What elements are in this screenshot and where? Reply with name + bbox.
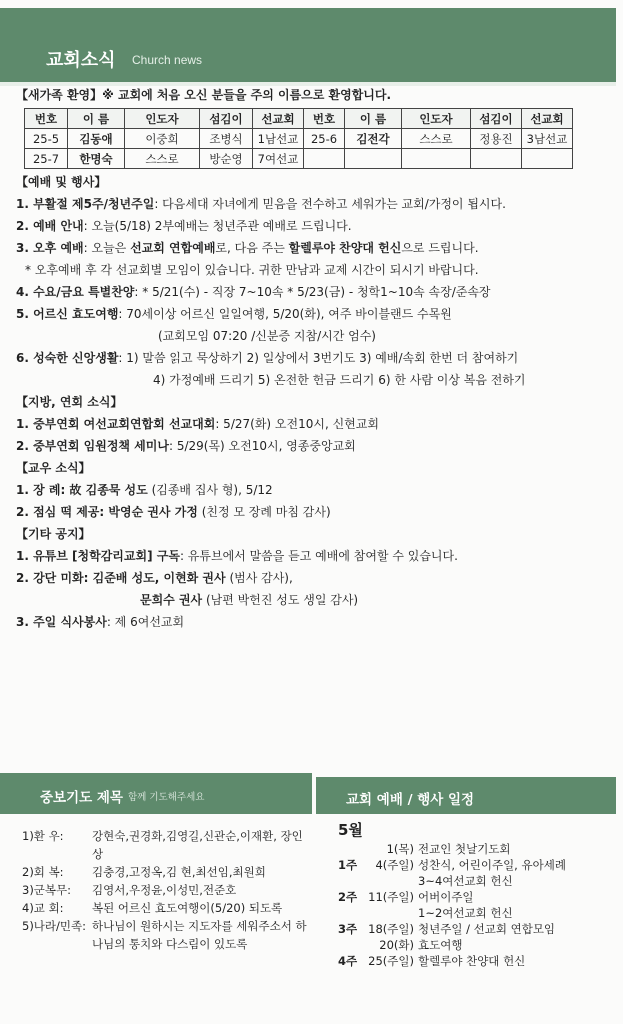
page-subtitle: Church news: [132, 53, 203, 67]
schedule-event: 3~4여선교회 헌신: [418, 874, 513, 888]
prayer-label: 4)교 회:: [22, 901, 64, 915]
prayer-text: 복된 어르신 효도여행이(5/20) 되도록: [92, 901, 283, 915]
list-item: [338, 905, 616, 921]
prayer-header: [0, 773, 312, 814]
newcomers-heading: 【새가족 환영】※ 교회에 처음 오신 분들을 주의 이름으로 환영합니다.: [16, 88, 392, 102]
list-continuation: (교회모임 07:20 /신분증 지참/시간 엄수): [158, 329, 376, 343]
item-text: (김종배 집사 형), 5/12: [147, 483, 273, 497]
schedule-week: 1주: [338, 858, 358, 872]
news-content: [16, 84, 616, 633]
item-text: : * 5/21(수) - 직장 7~10속 * 5/23(금) - 청학1~10속 속장/준속장: [134, 285, 491, 299]
schedule-event: 전교인 첫날기도회: [418, 842, 511, 856]
schedule-week: [338, 873, 366, 889]
schedule-week: 2주: [338, 890, 358, 904]
item-label: 1. 유튜브 [청학감리교회] 구독: [16, 549, 180, 563]
item-text: : 유튜브에서 말씀을 듣고 예배에 참여할 수 있습니다.: [179, 549, 458, 563]
schedule-week: 3주: [338, 922, 358, 936]
table-cell: 조병식: [200, 129, 253, 149]
list-item: [16, 501, 616, 523]
list-item: [338, 937, 616, 953]
schedule-event: 할렐루야 찬양대 헌신: [418, 954, 526, 968]
members-heading: 【교우 소식】: [16, 461, 91, 475]
item-text: (친정 모 장례 마침 감사): [197, 505, 331, 519]
list-continuation: [16, 589, 616, 611]
table-cell: 정용진: [471, 129, 522, 149]
item-label: 6. 성숙한 신앙생활: [16, 351, 119, 365]
table-cell: 김동애: [68, 129, 125, 149]
table-cell: 이중희: [125, 129, 200, 149]
newcomers-table: [24, 108, 573, 169]
prayer-list: [22, 827, 312, 953]
item-label: 2. 강단 미화: 김준배 성도, 이현화 권사: [16, 571, 226, 585]
prayer-text: 김영서,우정윤,이성민,전준호: [92, 883, 237, 897]
schedule-date: 25(주일): [368, 954, 414, 968]
table-cell: 25-7: [25, 149, 68, 169]
table-cell: [304, 149, 345, 169]
item-text: (범사 감사),: [225, 571, 293, 585]
table-cell: 25-5: [25, 129, 68, 149]
item-label: 3. 주일 식사봉사: [16, 615, 107, 629]
schedule-week: [338, 841, 366, 857]
table-cell: 김전각: [345, 129, 402, 149]
item-text: : 70세이상 어르신 일일여행, 5/20(화), 여주 바이블랜드 수목원: [118, 307, 452, 321]
schedule-event: 청년주일 / 선교회 연합모임: [418, 922, 556, 936]
list-item: [338, 921, 616, 937]
prayer-panel: [0, 773, 312, 1024]
table-cell: 1남선교: [253, 129, 304, 149]
table-row: [25, 129, 573, 149]
item-label: 1. 장 례: 故 김종묵 성도: [16, 483, 148, 497]
item-label: 1. 중부연회 여선교회연합회 선교대회: [16, 417, 216, 431]
list-item: [338, 873, 616, 889]
worship-heading: 【예배 및 행사】: [16, 175, 107, 189]
prayer-title: 중보기도 제목: [40, 790, 123, 806]
table-header-row: [25, 109, 573, 129]
list-item: [22, 881, 312, 899]
list-item: [22, 863, 312, 881]
list-item: [22, 917, 312, 953]
page-title: 교회소식: [46, 50, 116, 71]
list-item: [338, 841, 616, 857]
item-text: 로, 다음 주는: [215, 241, 289, 255]
item-text: : 5/29(목) 오전10시, 영종중앙교회: [168, 439, 356, 453]
list-item: [16, 237, 616, 259]
list-item: [16, 611, 616, 633]
schedule-date: [366, 905, 418, 921]
schedule-event: 효도여행: [418, 938, 463, 952]
item-label: 4. 수요/금요 특별찬양: [16, 285, 135, 299]
table-header: 섬김이: [471, 109, 522, 129]
schedule-event: 성찬식, 어린이주일, 유아세례: [418, 858, 566, 872]
schedule-date: 11(주일): [368, 890, 414, 904]
item-label: 5. 어르신 효도여행: [16, 307, 119, 321]
schedule-month: 5월: [338, 821, 363, 839]
district-heading: 【지방, 연회 소식】: [16, 395, 123, 409]
item-text: : 5/27(화) 오전10시, 신현교회: [215, 417, 379, 431]
list-item: [16, 413, 616, 435]
table-header: 선교회: [253, 109, 304, 129]
list-item: [16, 479, 616, 501]
list-continuation: 4) 가정예배 드리기 5) 온전한 헌금 드리기 6) 한 사람 이상 복음 전하기: [153, 373, 526, 387]
list-item: [16, 215, 616, 237]
item-text: : 제 6여선교회: [106, 615, 185, 629]
table-row: [25, 149, 573, 169]
item-text: : 다음세대 자녀에게 믿음을 전수하고 세워가는 교회/가정이 됩시다.: [154, 197, 506, 211]
prayer-label: 5)나라/민족:: [22, 919, 86, 933]
table-cell: 7여선교: [253, 149, 304, 169]
list-item: [16, 545, 616, 567]
prayer-text: 김충경,고정옥,김 현,최선임,최원희: [92, 865, 266, 879]
schedule-event: 어버이주일: [418, 890, 474, 904]
table-header: 번호: [304, 109, 345, 129]
prayer-label: 3)군복무:: [22, 883, 72, 897]
item-emphasis: 선교회 연합예배: [130, 241, 216, 255]
prayer-label: 1)환 우:: [22, 829, 64, 843]
list-item: [16, 567, 616, 589]
table-header: 인도자: [402, 109, 471, 129]
table-cell: [402, 149, 471, 169]
list-item: [22, 827, 312, 863]
list-item: [338, 857, 616, 873]
item-text: (남편 박헌진 성도 생일 감사): [202, 593, 359, 607]
schedule-date: 18(주일): [368, 922, 414, 936]
item-label: 2. 점심 떡 제공: 박영순 권사 가정: [16, 505, 198, 519]
item-label: 1. 부활절 제5주/청년주일: [16, 197, 155, 211]
table-cell: [345, 149, 402, 169]
prayer-subtitle: 함께 기도해주세요: [128, 792, 205, 803]
schedule-date: 4(주일): [375, 858, 414, 872]
table-header: 인도자: [125, 109, 200, 129]
schedule-event: 1~2여선교회 헌신: [418, 906, 513, 920]
prayer-text: 하나님이 원하시는 지도자를 세워주소서 하나님의 통치와 다스림이 있도록: [92, 919, 307, 951]
table-header: 이 름: [345, 109, 402, 129]
table-header: 번호: [25, 109, 68, 129]
item-text: 으로 드립니다.: [401, 241, 479, 255]
list-item: [16, 435, 616, 457]
item-text: : 1) 말씀 읽고 묵상하기 2) 일상에서 3번기도 3) 예배/속회 한번 더 참여하기: [118, 351, 519, 365]
schedule-header: [316, 777, 616, 814]
item-label: 2. 예배 안내: [16, 219, 84, 233]
table-cell: 3남선교: [522, 129, 573, 149]
list-item: [16, 347, 616, 369]
item-text: : 오늘(5/18) 2부예배는 청년주관 예배로 드립니다.: [83, 219, 352, 233]
schedule-week: [338, 937, 366, 953]
list-note: * 오후예배 후 각 선교회별 모임이 있습니다. 귀한 만남과 교제 시간이 되시기 바랍니다.: [25, 263, 479, 277]
other-heading: 【기타 공지】: [16, 527, 91, 541]
schedule-week: [338, 905, 366, 921]
list-item: [22, 899, 312, 917]
item-label: 2. 중부연회 임원정책 세미나: [16, 439, 169, 453]
schedule-date: 1(목): [386, 842, 414, 856]
schedule-title: 교회 예배 / 행사 일정: [346, 792, 475, 808]
schedule-date: 20(화): [379, 938, 414, 952]
schedule-list: [338, 819, 616, 969]
item-label: 문희수 권사: [140, 593, 203, 607]
table-header: 선교회: [522, 109, 573, 129]
table-cell: [471, 149, 522, 169]
list-item: [16, 281, 616, 303]
prayer-label: 2)회 복:: [22, 865, 64, 879]
item-label: 3. 오후 예배: [16, 241, 84, 255]
list-item: [16, 303, 616, 325]
list-item: [338, 953, 616, 969]
list-item: [16, 193, 616, 215]
table-header: 이 름: [68, 109, 125, 129]
schedule-week: 4주: [338, 954, 358, 968]
item-text: : 오늘은: [83, 241, 131, 255]
header-band: [0, 8, 616, 86]
schedule-panel: [316, 777, 616, 1024]
table-header: 섬김이: [200, 109, 253, 129]
prayer-text: 강현숙,권경화,김영길,신관순,이재환, 장인상: [92, 829, 303, 861]
table-cell: 25-6: [304, 129, 345, 149]
list-item: [338, 889, 616, 905]
table-cell: 스스로: [402, 129, 471, 149]
item-emphasis: 할렐루야 찬양대 헌신: [288, 241, 402, 255]
table-cell: 한명숙: [68, 149, 125, 169]
table-cell: 스스로: [125, 149, 200, 169]
table-cell: [522, 149, 573, 169]
schedule-date: [366, 873, 418, 889]
table-cell: 방순영: [200, 149, 253, 169]
